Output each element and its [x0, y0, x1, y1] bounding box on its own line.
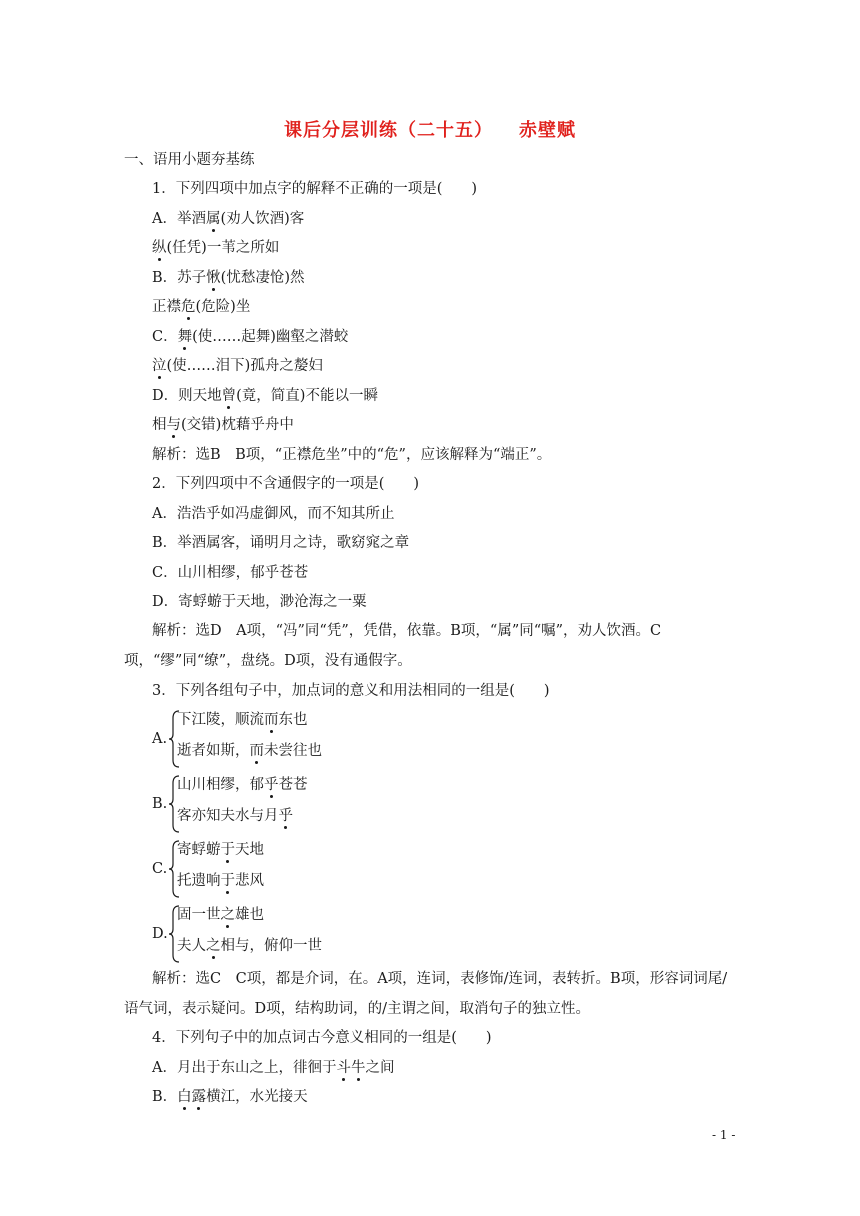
title-sub: 赤壁赋	[519, 120, 576, 141]
q1-option-d-line2: 相与(交错)枕藉乎舟中	[152, 417, 294, 433]
q1-option-b-line2: 正襟危(危险)坐	[152, 299, 251, 315]
q4-stem: 4．下列句子中的加点词古今意义相同的一组是( )	[152, 1030, 492, 1046]
q2-option-d: D．寄蜉蝣于天地，渺沧海之一粟	[152, 594, 367, 610]
q3-stem: 3．下列各组句子中，加点词的意义和用法相同的一组是( )	[152, 683, 550, 699]
q2-option-c: C．山川相缪，郁乎苍苍	[152, 565, 309, 581]
q1-answer: 解析：选B B项，“正襟危坐”中的“危”，应该解释为“端正”。	[152, 447, 552, 463]
q4-option-b: B．白露横江，水光接天	[152, 1089, 308, 1105]
page-title	[0, 116, 860, 142]
q1-option-d-line1: D．则天地曾(竟，简直)不能以一瞬	[152, 388, 378, 404]
section-heading: 一、语用小题夯基练	[124, 152, 255, 168]
q1-stem: 1．下列四项中加点字的解释不正确的一项是( )	[152, 181, 478, 197]
document-page: 课后分层训练（二十五） 赤壁赋 一、语用小题夯基练 1．下列四项中加点字的解释不正确的一项是( ) A．举酒属(劝人饮酒)客 纵(任凭)一苇之所如 B．苏子愀(忧愁凄怆)然 正襟危(危险)坐 C．舞(使……起舞)幽壑之潜蛟 泣(使……泪下)孤舟之嫠妇 D．则天地曾(竟，简直)不能以一瞬 相与(交错)枕藉乎舟中 解析：选B B项，“正襟危坐”中的“危”，应该解释为“端正”。 2．下列四项中不含通假字的一项是( ) A．浩浩乎如冯虚御风，而不知其所止 B．举酒属客，诵明月之诗，歌窈窕之章 C．山川相缪，郁乎苍苍 D．寄蜉蝣于天地，渺沧海之一粟 解析：选D A项，“冯”同“凭”，凭借，依靠。B项，“属”同“嘱”，劝人饮酒。C项，“缪”同“缭”，盘绕。D项，没有通假字。 3．下列各组句子中，加点词的意义和用法相同的一组是( ) A. 下江陵，顺流而东也 逝者如斯，而未尝往也 B. 山川相缪，郁乎苍苍 客亦知夫水与月乎 C. 寄蜉蝣于天地 托遗响于悲风 D. 固一世之雄也 夫人之相与，俯仰一世 解析：选C C项，都是介词，在。A项，连词，表修饰/连词，表转折。B项，形容词词尾/语气词，表示疑问。D项，结构助词，的/主谓之间，取消句子的独立性。 4．下列句子中的加点词古今意义相同的一组是( ) A．月出于东山之上，徘徊于斗牛之间 B．白露横江，水光接天 - 1 -	[0, 0, 860, 1216]
q1-option-a-line2: 纵(任凭)一苇之所如	[152, 240, 280, 256]
title-main: 课后分层训练（二十五）	[284, 120, 493, 141]
q3-answer: 解析：选C C项，都是介词，在。A项，连词，表修饰/连词，表转折。B项，形容词词尾/语气词，表示疑问。D项，结构助词，的/主谓之间，取消句子的独立性。	[124, 971, 728, 1017]
page-number: - 1 -	[712, 1128, 736, 1142]
q1-option-c-line1: C．舞(使……起舞)幽壑之潜蛟	[152, 329, 349, 345]
q4-option-a: A．月出于东山之上，徘徊于斗牛之间	[152, 1060, 395, 1076]
q2-option-a: A．浩浩乎如冯虚御风，而不知其所止	[152, 506, 395, 522]
q2-option-b: B．举酒属客，诵明月之诗，歌窈窕之章	[152, 535, 410, 551]
q2-stem: 2．下列四项中不含通假字的一项是( )	[152, 476, 420, 492]
q1-option-a-line1: A．举酒属(劝人饮酒)客	[152, 211, 305, 227]
q2-answer: 解析：选D A项，“冯”同“凭”，凭借，依靠。B项，“属”同“嘱”，劝人饮酒。C项，“缪”同“缭”，盘绕。D项，没有通假字。	[124, 623, 662, 669]
q1-option-b-line1: B．苏子愀(忧愁凄怆)然	[152, 270, 305, 286]
q1-option-c-line2: 泣(使……泪下)孤舟之嫠妇	[152, 358, 323, 374]
